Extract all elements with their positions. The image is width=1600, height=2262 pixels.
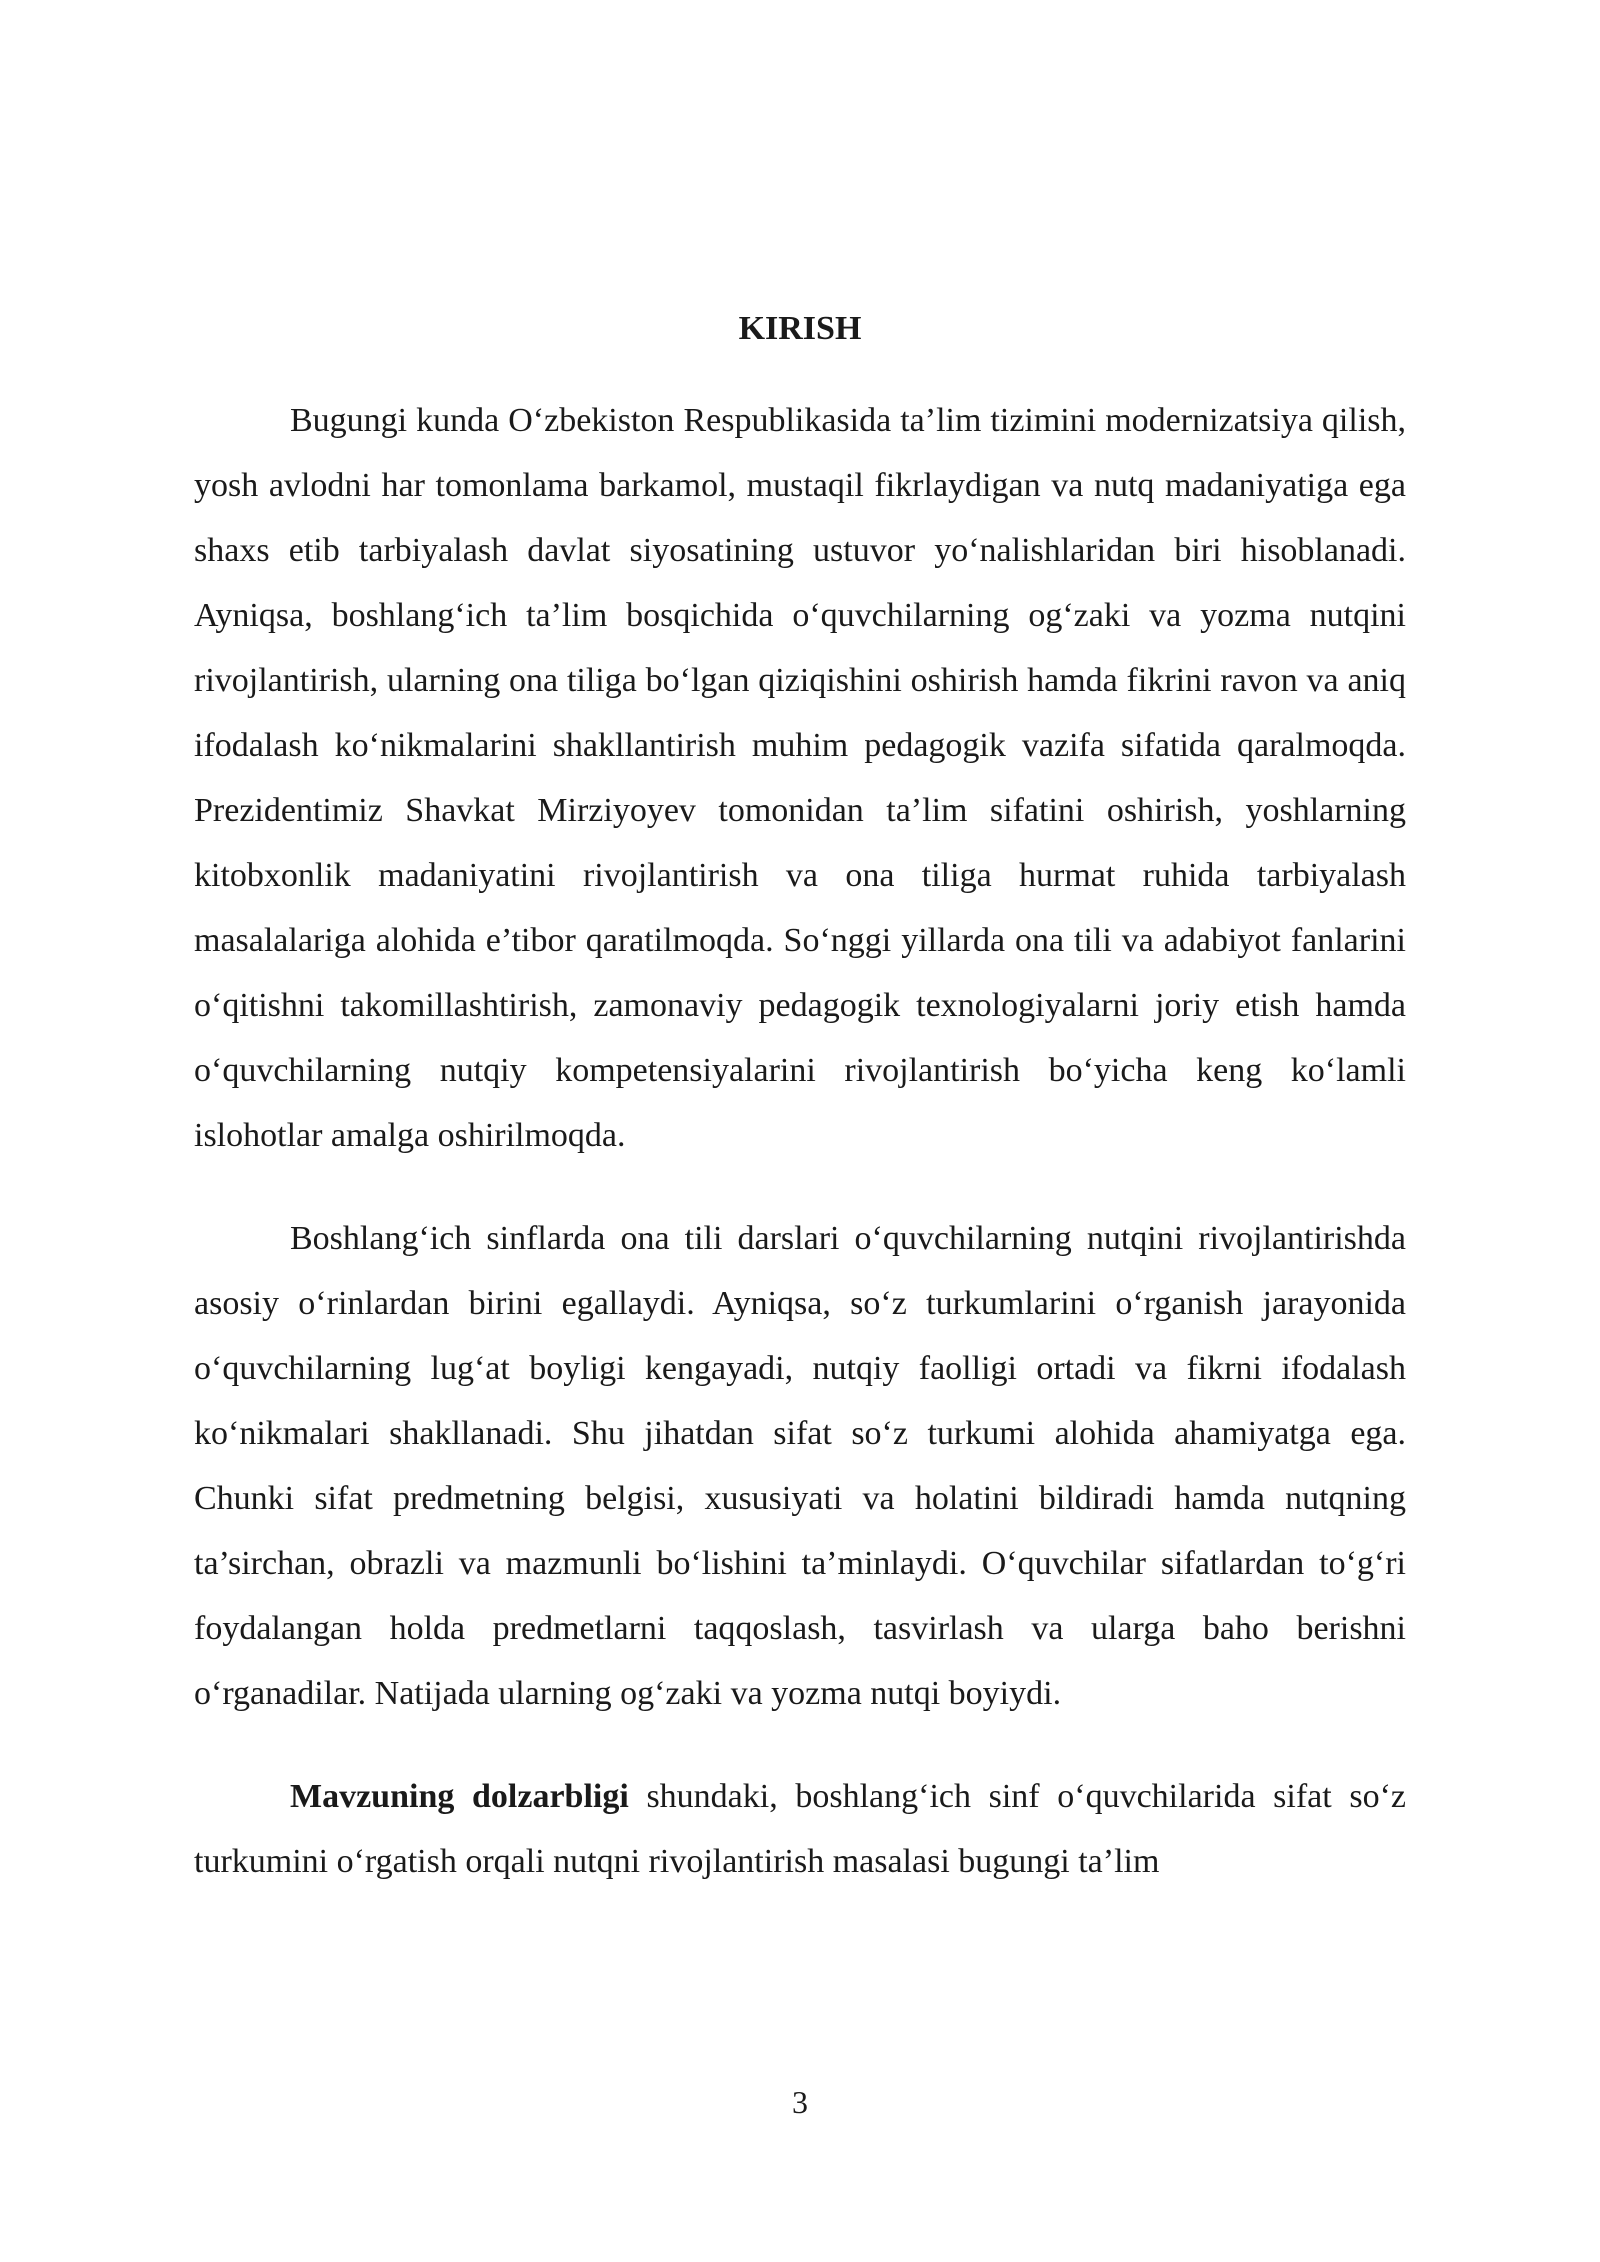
paragraph-intro-text: Bugungi kunda O‘zbekiston Respublikasida ta’lim tizimini modernizatsiya qilish, yosh avlodni har tomonlama barkamol, mustaqil fikrlaydigan va nutq madaniyatiga ega shaxs etib tarbiyalash davlat siyosatining ustuvor yo‘nalishlaridan biri hisoblanadi. Ayniqsa, boshlang‘ich ta’lim bosqichida o‘quvchilarning og‘zaki va yozma nutqini rivojlantirish, ularning ona tiliga bo‘lgan qiziqishini oshirish hamda fikrini ravon va aniq ifodalash ko‘nikmalarini shakllantirish muhim pedagogik vazifa sifatida qaralmoqda. Prezidentimiz Shavkat Mirziyoyev tomonidan ta’lim sifatini oshirish, yoshlarning kitobxonlik madaniyatini rivojlantirish va ona tiliga hurmat ruhida tarbiyalash masalalariga alohida e’tibor qaratilmoqda. So‘nggi yillarda ona tili va adabiyot fanlarini o‘qitishni takomillashtirish, zamonaviy pedagogik texnologiyalarni joriy etish hamda o‘quvchilarning nutqiy kompetensiyalarini rivojlantirish bo‘yicha keng ko‘lamli islohotlar amalga oshirilmoqda. (194, 402, 1406, 1154)
paragraph-relevance (194, 1764, 1406, 1894)
paragraph-relevance-text: shundaki, boshlang‘ich sinf o‘quvchilarida sifat so‘z turkumini o‘rgatish orqali nutqni rivojlantirish masalasi bugungi ta’lim (194, 1778, 1407, 1880)
paragraph-second-text: Boshlang‘ich sinflarda ona tili darslari o‘quvchilarning nutqini rivojlantirishda asosiy o‘rinlardan birini egallaydi. Ayniqsa, so‘z turkumlarini o‘rganish jarayonida o‘quvchilarning lug‘at boyligi kengayadi, nutqiy faolligi ortadi va fikrni ifodalash ko‘nikmalari shakllanadi. Shu jihatdan sifat so‘z turkumi alohida ahamiyatga ega. Chunki sifat predmetning belgisi, xususiyati va holatini bildiradi hamda nutqning ta’sirchan, obrazli va mazmunli bo‘lishini ta’minlaydi. O‘quvchilar sifatlardan to‘g‘ri foydalangan holda predmetlarni taqqoslash, tasvirlash va ularga baho berishni o‘rganadilar. Natijada ularning og‘zaki va yozma nutqi boyiydi. (194, 1220, 1406, 1712)
paragraph-second (194, 1206, 1406, 1726)
relevance-lead-bold: Mavzuning dolzarbligi (290, 1778, 629, 1815)
page-number: 3 (792, 2084, 808, 2120)
paragraph-intro (194, 388, 1406, 1168)
document-page (194, 300, 1406, 1932)
section-heading: KIRISH (738, 310, 862, 347)
